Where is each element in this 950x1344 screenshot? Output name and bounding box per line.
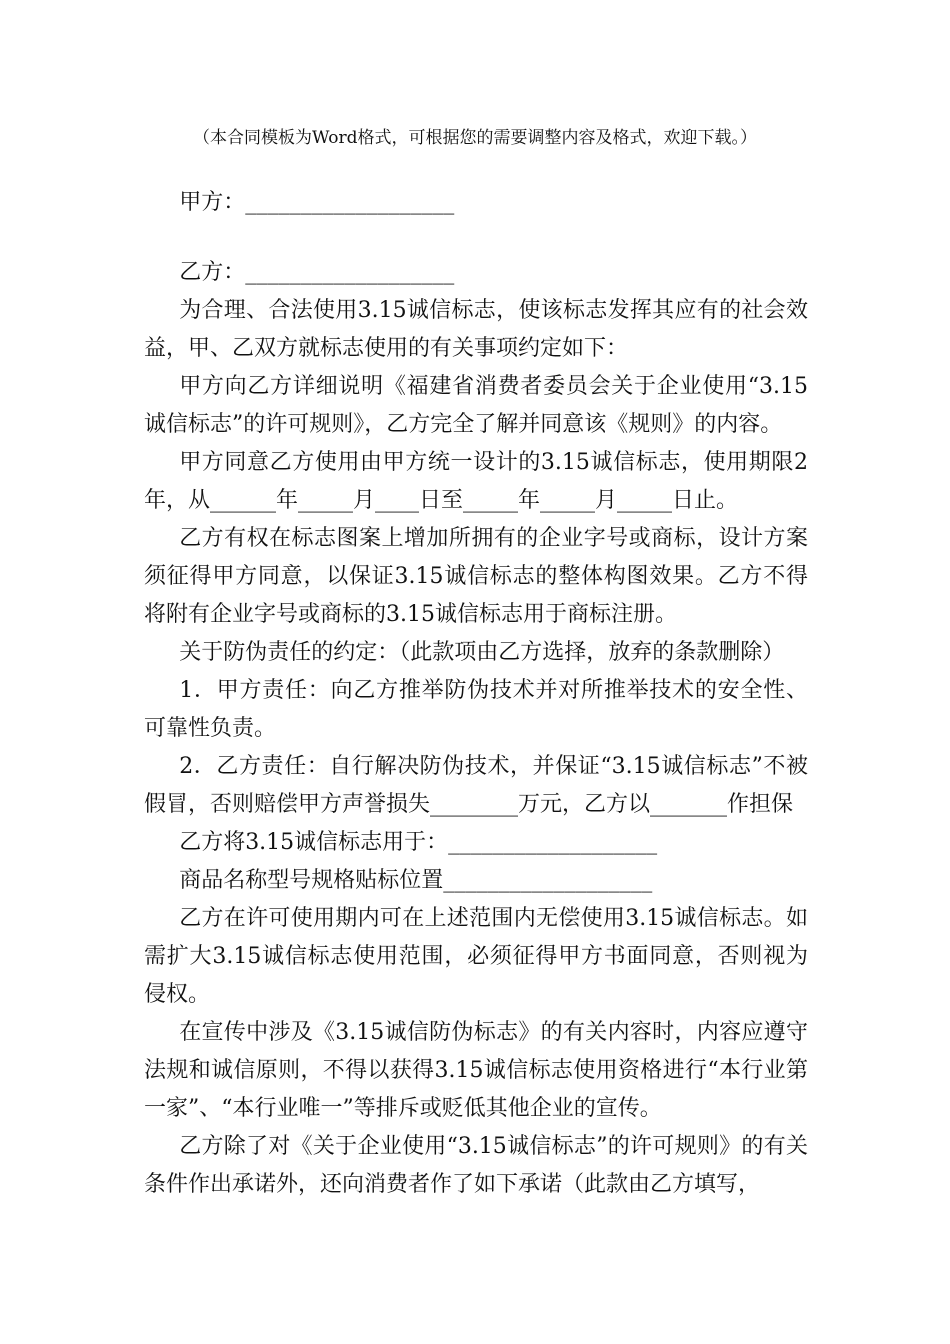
- party-a-line: 甲方：___________________: [179, 190, 455, 215]
- contract-body: [144, 184, 808, 1204]
- paragraph-anti-counterfeit: 关于防伪责任的约定：（此款项由乙方选择，放弃的条款删除）: [179, 640, 785, 665]
- paragraph-party-a-duty: 1．甲方责任：向乙方推举防伪技术并对所推举技术的安全性、可靠性负责。: [144, 678, 808, 741]
- spacer: [144, 222, 808, 254]
- paragraph-purpose: 为合理、合法使用3.15诚信标志，使该标志发挥其应有的社会效益，甲、乙双方就标志使用的有关事项约定如下：: [144, 298, 808, 361]
- paragraph-commitment: 乙方除了对《关于企业使用“3.15诚信标志”的许可规则》的有关条件作出承诺外，还向消费者作了如下承诺（此款由乙方填写，: [144, 1134, 808, 1197]
- template-note: （本合同模板为Word格式，可根据您的需要调整内容及格式，欢迎下载。）: [192, 128, 758, 148]
- paragraph-publicity: 在宣传中涉及《3.15诚信防伪标志》的有关内容时，内容应遵守法规和诚信原则，不得以获得3.15诚信标志使用资格进行“本行业第一家”、“本行业唯一”等排斥或贬低其他企业的宣传。: [144, 1020, 808, 1121]
- paragraph-period: 甲方同意乙方使用由甲方统一设计的3.15诚信标志，使用期限2年，从______年_____月____日至_____年_____月_____日止。: [144, 450, 808, 513]
- paragraph-product: 商品名称型号规格贴标位置___________________: [179, 868, 653, 893]
- paragraph-rules: 甲方向乙方详细说明《福建省消费者委员会关于企业使用“3.15诚信标志”的许可规则》，乙方完全了解并同意该《规则》的内容。: [144, 374, 808, 437]
- paragraph-party-b-duty: 2．乙方责任：自行解决防伪技术，并保证“3.15诚信标志”不被假冒，否则赔偿甲方声誉损失________万元，乙方以_______作担保: [144, 754, 808, 817]
- paragraph-scope: 乙方在许可使用期内可在上述范围内无偿使用3.15诚信标志。如需扩大3.15诚信标志使用范围，必须征得甲方书面同意，否则视为侵权。: [144, 906, 808, 1007]
- paragraph-trademark: 乙方有权在标志图案上增加所拥有的企业字号或商标，设计方案须征得甲方同意，以保证3.15诚信标志的整体构图效果。乙方不得将附有企业字号或商标的3.15诚信标志用于商标注册。: [144, 526, 808, 627]
- paragraph-usage: 乙方将3.15诚信标志用于：___________________: [179, 830, 658, 855]
- party-b-line: 乙方：___________________: [179, 260, 455, 285]
